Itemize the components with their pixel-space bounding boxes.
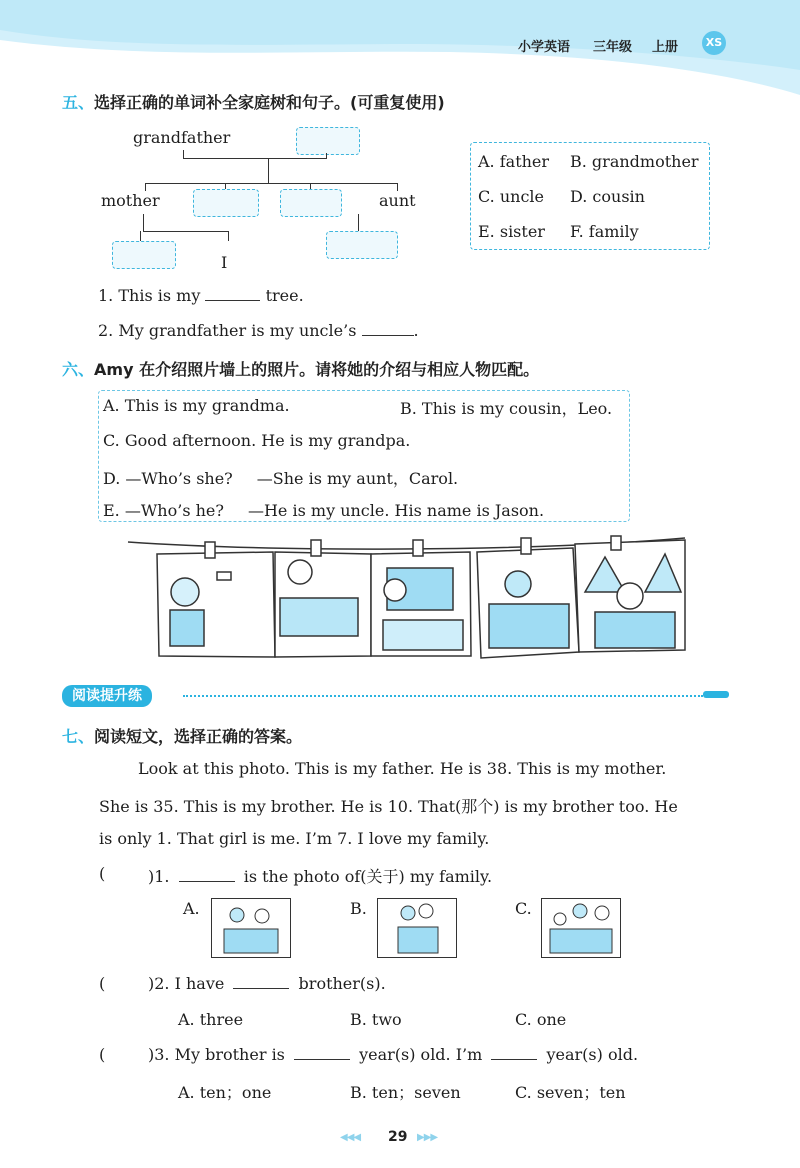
family-photo-c-drawing: [542, 899, 620, 957]
q3-answer-slot[interactable]: [110, 1045, 146, 1063]
q2-option-b: B. two: [350, 1010, 402, 1029]
intro-b: B. This is my cousin，Leo.: [400, 399, 613, 418]
page-number: 29: [388, 1129, 408, 1145]
intro-a: A. This is my grandma.: [103, 396, 290, 415]
q1-answer-slot[interactable]: [110, 864, 146, 882]
right-arrows-icon: ▶▶▶: [417, 1132, 438, 1143]
option-f: F. family: [570, 222, 639, 241]
tree-box-cousin[interactable]: [326, 231, 398, 259]
option-a: A. father: [478, 152, 550, 171]
intro-d: D. —Who’s she? —She is my aunt，Carol.: [103, 469, 459, 488]
tree-box-sister[interactable]: [112, 241, 176, 269]
tree-line: [143, 231, 228, 232]
q3-option-b: B. ten；seven: [350, 1083, 461, 1102]
tree-grandfather-label: grandfather: [133, 128, 231, 147]
pencil-icon: [703, 691, 729, 698]
reading-banner: 阅读提升练: [62, 685, 152, 707]
xs-badge: XS: [702, 31, 726, 55]
photo-wall-illustration: [125, 532, 690, 662]
tree-box-father[interactable]: [193, 189, 259, 217]
family-photo-b-drawing: [378, 899, 456, 957]
tree-me-label: I: [221, 253, 228, 272]
family-photo-a-drawing: [212, 899, 290, 957]
photo-3: [371, 540, 471, 656]
tree-box-grandmother[interactable]: [296, 127, 360, 155]
header-grade: 三年级: [593, 40, 633, 55]
family-photo-a[interactable]: [211, 898, 291, 958]
passage-line-3: is only 1. That girl is me. I’m 7. I love my family.: [99, 829, 490, 848]
q2-option-c: C. one: [515, 1010, 567, 1029]
question-3: )3. My brother is year(s) old. I’m year(s) old.: [148, 1045, 639, 1064]
tree-box-uncle[interactable]: [280, 189, 342, 217]
q2-answer-slot[interactable]: [110, 974, 146, 992]
q2-option-a: A. three: [178, 1010, 244, 1029]
photo-4: [477, 538, 579, 658]
answer-blank[interactable]: [362, 321, 414, 336]
tree-line: [145, 183, 397, 184]
passage-line-2: She is 35. This is my brother. He is 10. That(那个) is my brother too. He: [99, 797, 678, 816]
q3-option-c: C. seven；ten: [515, 1083, 626, 1102]
family-photo-c[interactable]: [541, 898, 621, 958]
option-b: B. grandmother: [570, 152, 699, 171]
answer-blank[interactable]: [179, 867, 235, 882]
section5-q1: 1. This is my tree.: [98, 286, 304, 305]
section5-q2: 2. My grandfather is my uncle’s .: [98, 321, 419, 340]
intro-e: E. —Who’s he? —He is my uncle. His name is Jason.: [103, 501, 545, 520]
section5-number: 五、: [62, 93, 95, 112]
tree-aunt-label: aunt: [379, 191, 416, 210]
section6-number: 六、: [62, 360, 95, 379]
answer-blank[interactable]: [294, 1045, 350, 1060]
q2-paren-open: (: [99, 974, 106, 993]
tree-line: [140, 231, 141, 241]
family-photo-b[interactable]: [377, 898, 457, 958]
option-d: D. cousin: [570, 187, 645, 206]
q3-option-a: A. ten；one: [178, 1083, 272, 1102]
tree-line: [326, 153, 327, 159]
photo-1: [157, 542, 275, 657]
q1-option-b-label: B.: [350, 899, 367, 918]
answer-blank[interactable]: [233, 974, 289, 989]
banner-dotted-line: [183, 695, 703, 697]
intro-c: C. Good afternoon. He is my grandpa.: [103, 431, 411, 450]
section7-title: 七、阅读短文，选择正确的答案。: [62, 727, 303, 746]
option-c: C. uncle: [478, 187, 544, 206]
tree-line: [228, 231, 229, 241]
question-1: )1. is the photo of(关于) my family.: [148, 867, 493, 886]
tree-line: [358, 214, 359, 231]
tree-mother-label: mother: [101, 191, 160, 210]
option-e: E. sister: [478, 222, 545, 241]
tree-line: [397, 183, 398, 191]
q1-paren-open: (: [99, 864, 106, 883]
tree-line: [143, 214, 144, 232]
tree-line: [183, 158, 326, 159]
header-volume: 上册: [652, 40, 679, 55]
q3-paren-open: (: [99, 1045, 106, 1064]
passage-line-1: Look at this photo. This is my father. He is 38. This is my mother.: [138, 759, 667, 778]
tree-line: [268, 158, 269, 183]
photo-5: [575, 536, 685, 652]
section6-title: 六、Amy 在介绍照片墙上的照片。请将她的介绍与相应人物匹配。: [62, 360, 540, 379]
header-subject: 小学英语: [518, 40, 571, 55]
question-2: )2. I have brother(s).: [148, 974, 386, 993]
section7-number: 七、: [62, 727, 95, 746]
photo-2: [275, 540, 371, 657]
answer-blank[interactable]: [491, 1045, 537, 1060]
section5-title: 五、选择正确的单词补全家庭树和句子。(可重复使用): [62, 93, 445, 112]
answer-blank[interactable]: [205, 286, 260, 301]
q1-option-a-label: A.: [183, 899, 200, 918]
q1-option-c-label: C.: [515, 899, 532, 918]
header-band: [0, 0, 800, 95]
tree-line: [145, 183, 146, 191]
left-arrows-icon: ◀◀◀: [340, 1132, 361, 1143]
